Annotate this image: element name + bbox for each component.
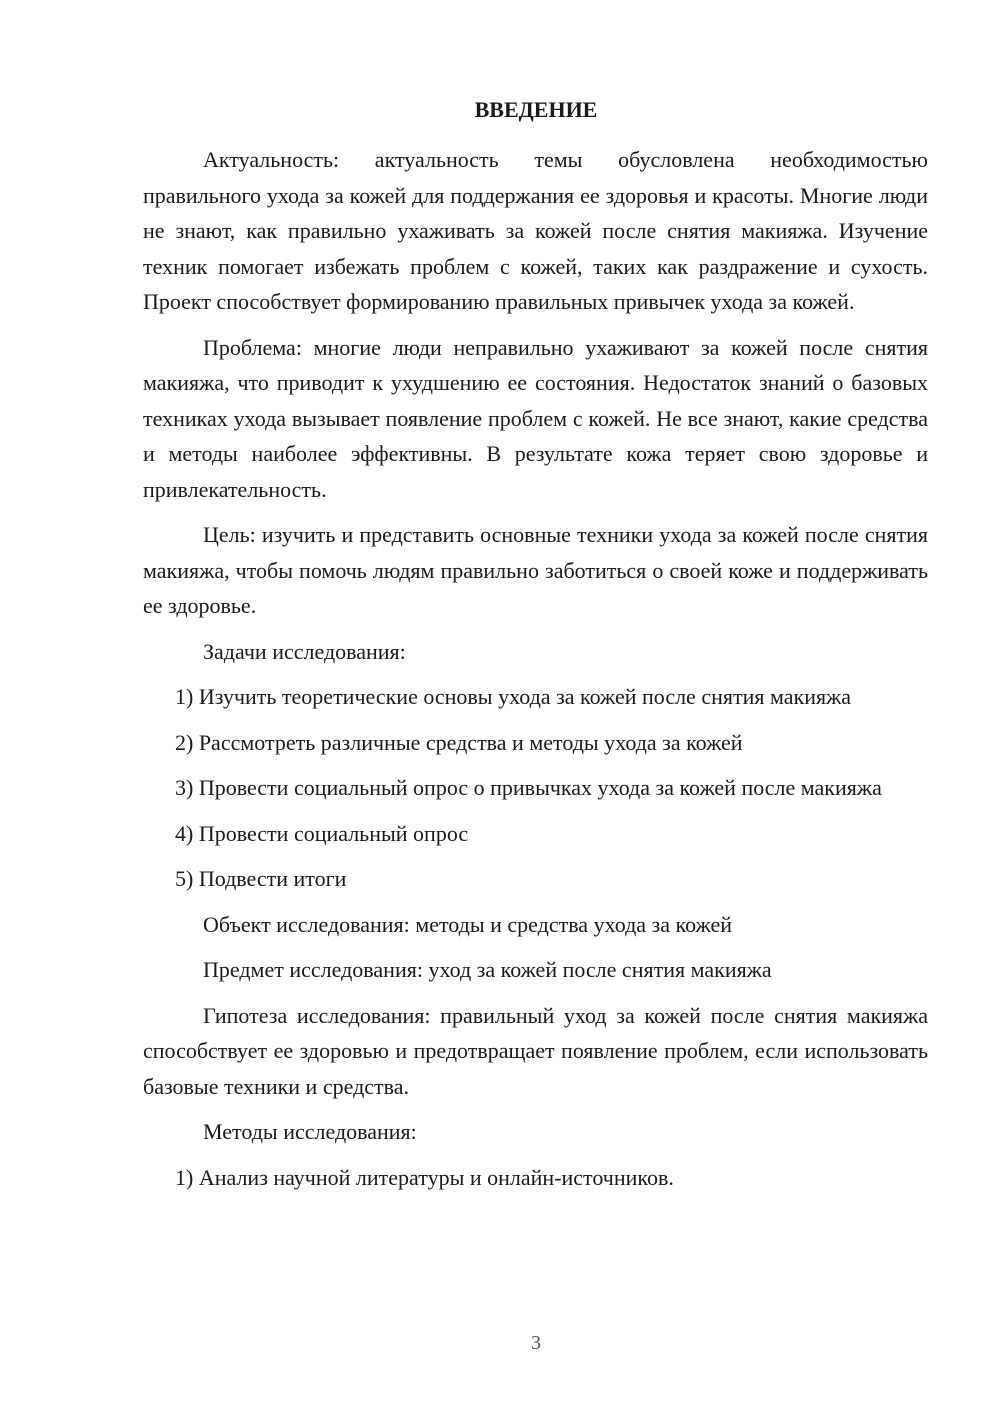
relevance-paragraph: Актуальность: актуальность темы обусловлена необходимостью правильного ухода за кожей для поддержания ее здоровья и красоты. Многие люди не знают, как правильно ухаживать за кожей после снятия макияжа. Изучение техник помогает избежать проблем с кожей, таких как раздражение и сухость. Проект способствует формированию правильных привычек ухода за кожей. <box>143 147 928 314</box>
task-item-2: 2) Рассмотреть различные средства и методы ухода за кожей <box>175 729 743 755</box>
task-item-5: 5) Подвести итоги <box>175 866 347 891</box>
hypothesis-paragraph: Гипотеза исследования: правильный уход за кожей после снятия макияжа способствует ее здоровью и предотвращает появление проблем, если использовать базовые техники и средства. <box>143 1002 928 1099</box>
subject-paragraph: Предмет исследования: уход за кожей после снятия макияжа <box>203 957 772 982</box>
page-number: 3 <box>531 1332 541 1354</box>
document-body <box>143 142 928 1195</box>
method-item-1: 1) Анализ научной литературы и онлайн-источников. <box>175 1164 674 1190</box>
goal-paragraph: Цель: изучить и представить основные техники ухода за кожей после снятия макияжа, чтобы помочь людям правильно заботиться о своей коже и поддерживать ее здоровье. <box>143 522 928 618</box>
task-item-4: 4) Провести социальный опрос <box>175 820 469 846</box>
methods-title: Методы исследования: <box>203 1119 417 1144</box>
task-item-1: 1) Изучить теоретические основы ухода за кожей после снятия макияжа <box>175 684 852 709</box>
object-paragraph: Объект исследования: методы и средства ухода за кожей <box>203 911 732 937</box>
task-item-3: 3) Провести социальный опрос о привычках ухода за кожей после макияжа <box>175 775 882 800</box>
tasks-title: Задачи исследования: <box>203 638 406 664</box>
problem-paragraph: Проблема: многие люди неправильно ухаживают за кожей после снятия макияжа, что приводит к ухудшению ее состояния. Недостаток знаний о базовых техниках ухода вызывает появление проблем с кожей. Не все знают, какие средства и методы наиболее эффективны. В результате кожа теряет свою здоровье и привлекательность. <box>143 334 928 502</box>
page-title: ВВЕДЕНИЕ <box>474 97 598 122</box>
